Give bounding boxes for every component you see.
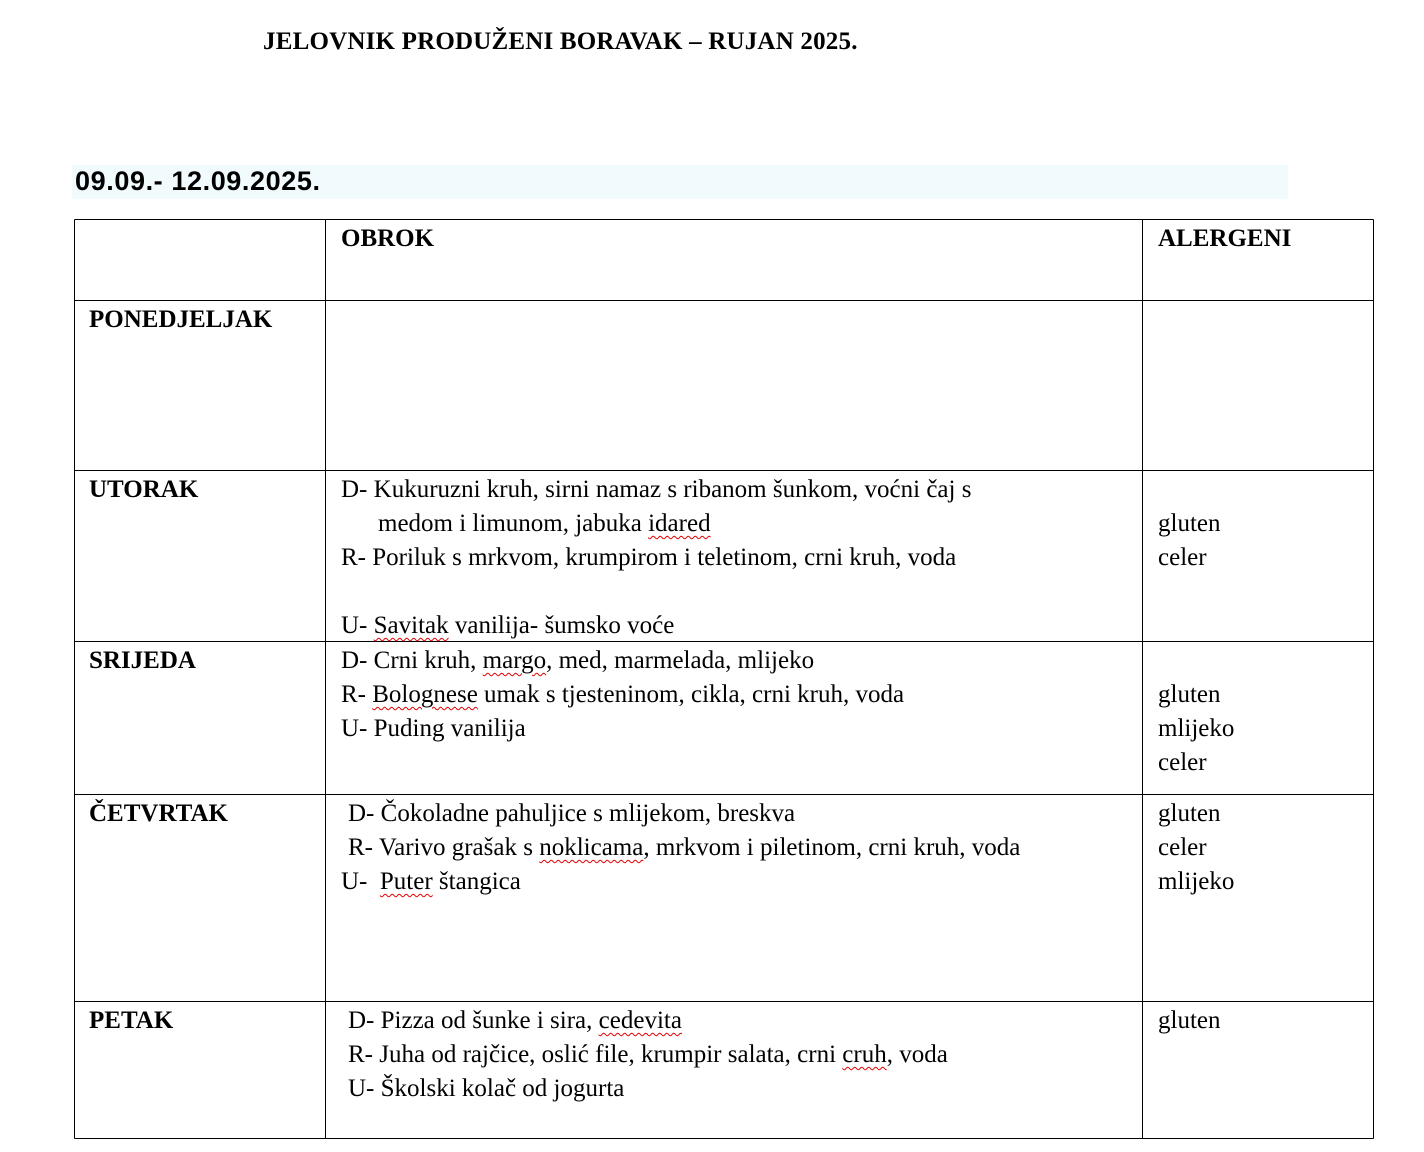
meal-line: R- Juha od rajčice, oslić file, krumpir salata, crni cruh, voda xyxy=(348,1041,948,1068)
meal-line: D- Čokoladne pahuljice s mlijekom, breskva xyxy=(348,800,796,827)
allergens-thursday xyxy=(1158,797,1234,899)
meal-line: D- Crni kruh, margo, med, marmelada, mlijeko xyxy=(341,647,815,674)
meals-wednesday xyxy=(341,644,904,746)
meals-friday xyxy=(341,1004,948,1106)
page-title: JELOVNIK PRODUŽENI BORAVAK – RUJAN 2025. xyxy=(263,28,858,55)
allergen-item: celer xyxy=(1158,834,1207,861)
allergen-item: mlijeko xyxy=(1158,715,1235,742)
allergen-item: mlijeko xyxy=(1158,868,1235,895)
meal-line: U- Savitak vanilija- šumsko voće xyxy=(341,612,675,639)
allergen-item xyxy=(1158,644,1234,678)
header-meal: OBROK xyxy=(341,225,435,252)
day-friday: PETAK xyxy=(89,1007,174,1034)
allergens-wednesday xyxy=(1158,644,1234,780)
allergen-item: gluten xyxy=(1158,681,1221,708)
meal-line: R- Varivo grašak s noklicama, mrkvom i piletinom, crni kruh, voda xyxy=(348,834,1021,861)
allergens-friday xyxy=(1158,1004,1221,1038)
meal-line: R- Bolognese umak s tjesteninom, cikla, crni kruh, voda xyxy=(341,681,905,708)
allergen-item: celer xyxy=(1158,544,1207,571)
meals-tuesday xyxy=(341,473,971,643)
meal-line: U- Školski kolač od jogurta xyxy=(348,1075,625,1102)
allergen-item: gluten xyxy=(1158,1007,1221,1034)
meals-thursday xyxy=(341,797,1020,899)
day-thursday: ČETVRTAK xyxy=(89,800,228,827)
header-allergens: ALERGENI xyxy=(1158,225,1292,252)
meal-line: R- Poriluk s mrkvom, krumpirom i teletinom, crni kruh, voda xyxy=(341,544,957,571)
meal-line: U- Puding vanilija xyxy=(341,715,526,742)
meal-line: U- Puter štangica xyxy=(341,868,521,895)
allergen-item: gluten xyxy=(1158,800,1221,827)
meal-line: medom i limunom, jabuka idared xyxy=(378,510,711,537)
meal-line: D- Kukuruzni kruh, sirni namaz s ribanom šunkom, voćni čaj s xyxy=(341,476,972,503)
allergen-item: celer xyxy=(1158,749,1207,776)
allergen-item xyxy=(1158,473,1221,507)
day-tuesday: UTORAK xyxy=(89,476,199,503)
allergen-item: gluten xyxy=(1158,510,1221,537)
allergens-tuesday xyxy=(1158,473,1221,575)
day-monday: PONEDJELJAK xyxy=(89,306,273,333)
meal-line: D- Pizza od šunke i sira, cedevita xyxy=(348,1007,682,1034)
day-wednesday: SRIJEDA xyxy=(89,647,196,674)
meal-line-blank xyxy=(341,575,971,609)
week-range: 09.09.- 12.09.2025. xyxy=(75,166,321,196)
